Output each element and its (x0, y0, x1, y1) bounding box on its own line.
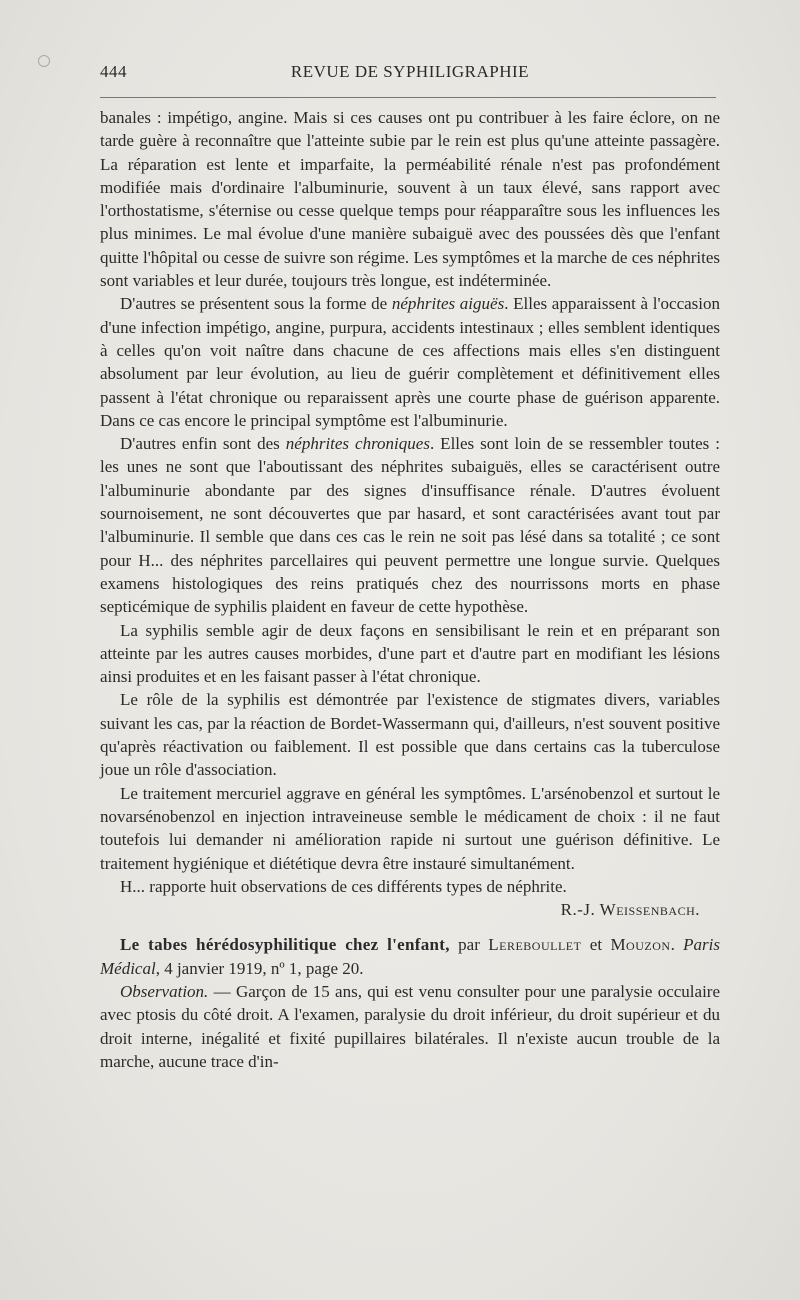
paragraph: Le traitement mercuriel aggrave en général les symptômes. L'arsénobenzol et surtout le novarsénobenzol en injection intraveineuse semble le médicament de choix : il ne faut toutefois lui demander ni amélioration rapide ni surtout une guérison définitive. Le traitement hygiénique et diététique devra être instauré simultanément. (100, 783, 720, 873)
page-body (100, 106, 720, 1073)
text-span: . (670, 935, 684, 955)
article-heading (100, 933, 720, 980)
running-header (100, 62, 720, 86)
paragraph (100, 980, 720, 1073)
margin-mark (38, 55, 50, 67)
page-number: 444 (100, 62, 127, 81)
paragraph: Le rôle de la syphilis est démontrée par l'existence de stigmates divers, variables suivant les cas, par la réaction de Bordet-Wassermann qui, d'ailleurs, n'est souvent positive qu'après réactivation ou faiblement. Il est possible que dans certains cas la tuberculose joue un rôle d'association. (100, 690, 720, 780)
text-span: et (581, 935, 611, 955)
header-rule (100, 97, 716, 98)
signature: R.-J. Weissenbach. (560, 900, 700, 920)
journal-reference: Paris Médical (100, 935, 721, 978)
journal-title: REVUE DE SYPHILIGRAPHIE (290, 62, 530, 81)
reference-details: , 4 janvier 1919, nº 1, page 20. (155, 958, 364, 978)
text-span: — Garçon de 15 ans, qui est venu consulter pour une paralysie occulaire avec ptosis du côté droit. A l'examen, paralysie du droit inférieur, du droit supérieur et du droit interne, inégalité et fixité pupillaires bilatérales. Il n'existe aucun trouble de la marche, aucune trace d'in- (100, 981, 720, 1071)
text-span: par (449, 935, 489, 955)
text-span: D'autres enfin sont des (120, 434, 286, 454)
paragraph (100, 432, 720, 618)
italic-term: néphrites chroniques (285, 434, 430, 454)
author-name: Lereboullet (488, 935, 582, 955)
paragraph: banales : impétigo, angine. Mais si ces causes ont pu contribuer à les faire éclore, on ne tarde guère à reconnaître que l'atteinte subie par le rein est plus qu'une atteinte passagère. La réparation est lente et imparfaite, la perméabilité rénale n'est pas profondément modifiée mais d'ordinaire l'albuminurie, souvent à un taux élevé, sans rapport avec l'orthostatisme, s'éternise ou cesse quelque temps pour réapparaître sous les influences les plus minimes. Le mal évolue d'une manière subaiguë avec des poussées dès que l'enfant quitte l'hôpital ou cesse de suivre son régime. Les symptômes et la marche de ces néphrites sont variables et leur durée, toujours très longue, est indéterminée. (100, 108, 720, 291)
author-name: Mouzon (610, 935, 671, 955)
text-span: . Elles sont loin de se ressembler toutes : les unes ne sont que l'aboutissant des néphrites subaiguës, elles se caractérisent outre l'albuminurie abondante par des signes d'insuffisance rénale. D'autres évoluent sournoisement, ne sont découvertes que par hasard, et sont caractérisées avant tout par l'albuminurie. Il semble que dans ces cas le rein ne soit pas lésé dans sa totalité ; ce sont pour H... des néphrites parcellaires qui peuvent permettre une longue survie. Quelques examens histologiques des reins pratiqués chez des nourrissons morts en phase septicémique de syphilis plaident en faveur de cette hypothèse. (100, 434, 720, 617)
text-span: . Elles apparaissent à l'occasion d'une infection impétigo, angine, purpura, accidents intestinaux ; elles semblent identiques à celles qu'on voit naître dans chacune de ces affections mais elles s'en distinguent absolument par leur évolution, au lieu de guérir complètement et définitivement elles passent à l'état chronique ou reparaissent après une courte phase de guérison apparente. Dans ce cas encore le principal symptôme est l'albuminurie. (100, 294, 720, 430)
article-title: Le tabes hérédosyphilitique chez l'enfant, (120, 935, 450, 955)
paragraph (100, 292, 720, 432)
paragraph: H... rapporte huit observations de ces différents types de néphrite. (120, 876, 567, 896)
observation-label: Observation. (120, 981, 209, 1001)
italic-term: néphrites aiguës (391, 294, 505, 314)
paragraph: La syphilis semble agir de deux façons en sensibilisant le rein et en préparant son atteinte par les autres causes morbides, d'une part et d'autre part en modifiant les lésions ainsi produites et en les faisant passer à l'état chronique. (100, 620, 720, 687)
text-span: D'autres se présentent sous la forme de (120, 294, 392, 314)
